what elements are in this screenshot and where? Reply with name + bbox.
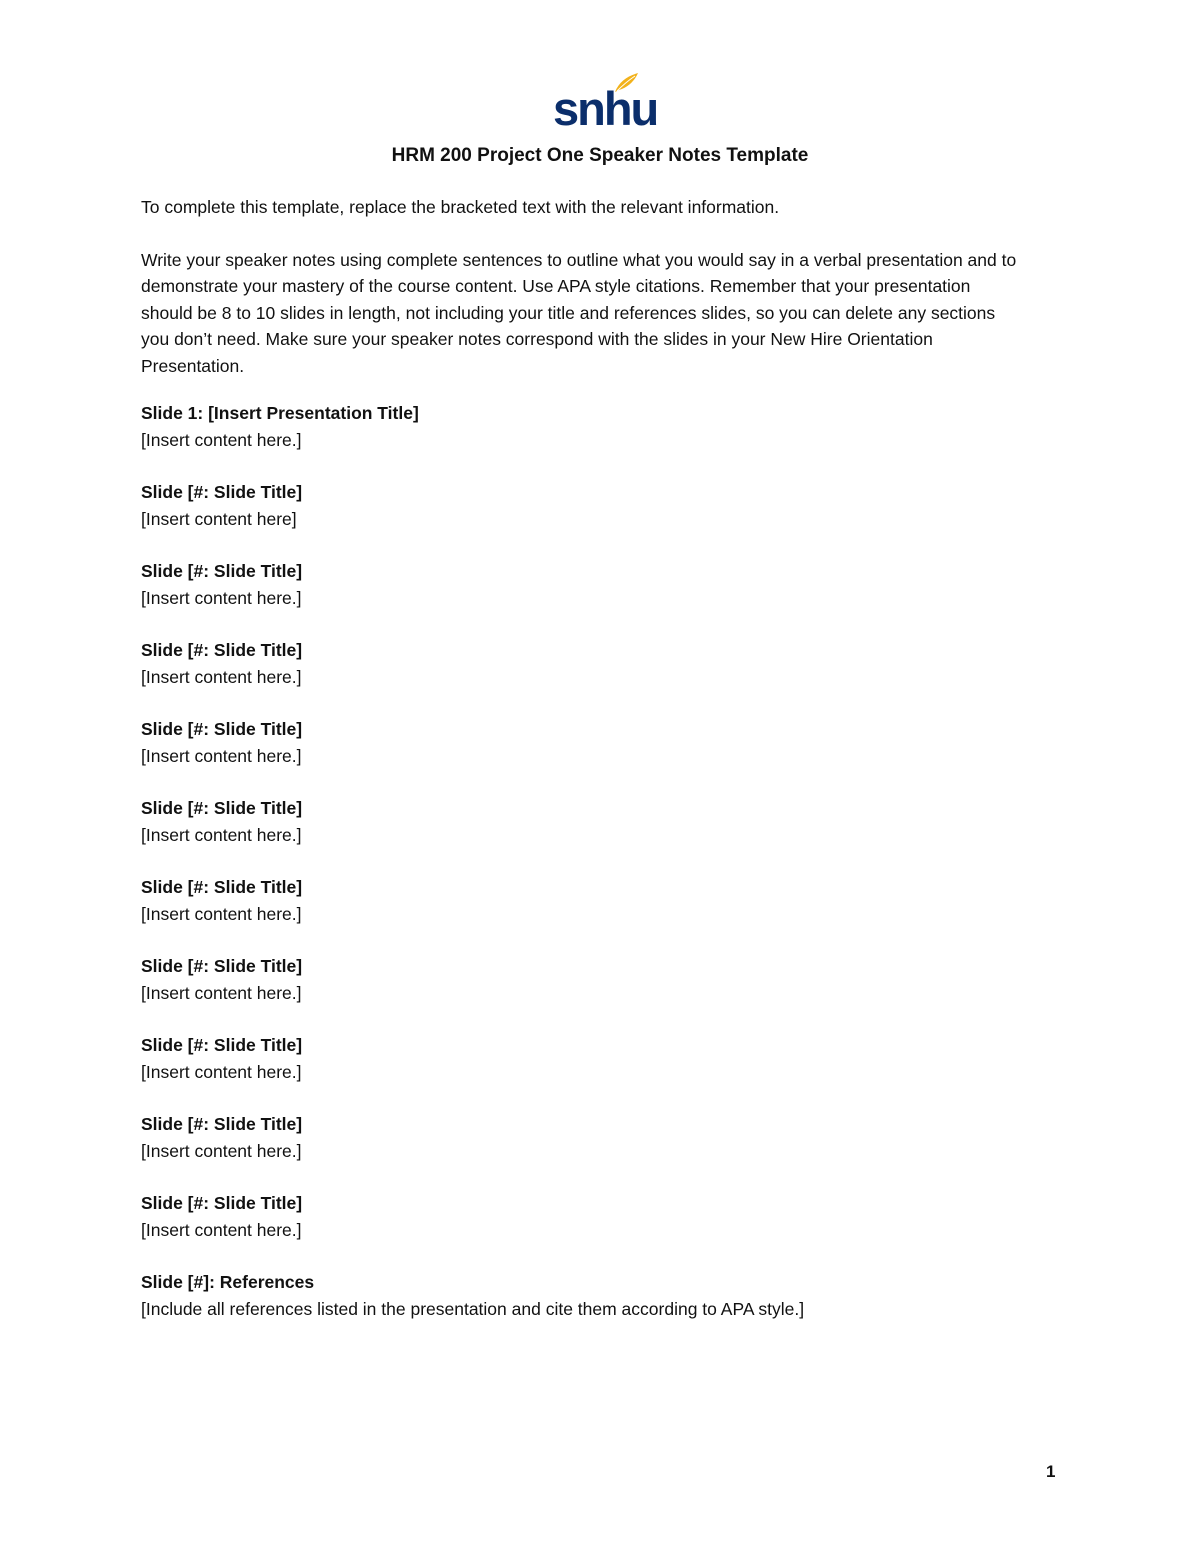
slide-content-placeholder: [Insert content here] bbox=[141, 508, 297, 529]
slide-content-placeholder: [Insert content here.] bbox=[141, 1140, 302, 1161]
slide-content-placeholder: [Insert content here.] bbox=[141, 745, 302, 766]
slide-section-9 bbox=[141, 1032, 1021, 1085]
intro-paragraph: To complete this template, replace the bracketed text with the relevant information. bbox=[141, 197, 780, 217]
slide-section-6 bbox=[141, 795, 1021, 848]
slide-section-1 bbox=[141, 400, 1021, 453]
slide-heading: Slide [#: Slide Title] bbox=[141, 640, 303, 660]
slide-section-8 bbox=[141, 953, 1021, 1006]
logo-text: snhu bbox=[553, 82, 658, 135]
slide-heading: Slide [#: Slide Title] bbox=[141, 1193, 303, 1213]
references-section bbox=[141, 1269, 1021, 1322]
slide-heading: Slide [#: Slide Title] bbox=[141, 956, 303, 976]
slide-content-placeholder: [Insert content here.] bbox=[141, 824, 302, 845]
references-placeholder: [Include all references listed in the presentation and cite them according to APA style.] bbox=[141, 1298, 805, 1319]
slide-heading: Slide [#: Slide Title] bbox=[141, 1035, 303, 1055]
slide-section-3 bbox=[141, 558, 1021, 611]
slide-content-placeholder: [Insert content here.] bbox=[141, 1219, 302, 1240]
slide-section-7 bbox=[141, 874, 1021, 927]
slide-heading: Slide [#: Slide Title] bbox=[141, 561, 303, 581]
slide-content-placeholder: [Insert content here.] bbox=[141, 1061, 302, 1082]
slide-heading: Slide [#: Slide Title] bbox=[141, 482, 303, 502]
slide-content-placeholder: [Insert content here.] bbox=[141, 666, 302, 687]
slide-content-placeholder: [Insert content here.] bbox=[141, 429, 302, 450]
document-body bbox=[141, 194, 1021, 1348]
slide-heading: Slide 1: [Insert Presentation Title] bbox=[141, 403, 419, 423]
slide-heading: Slide [#: Slide Title] bbox=[141, 798, 303, 818]
page-number: 1 bbox=[1046, 1462, 1056, 1481]
snhu-logo bbox=[553, 72, 658, 135]
slide-content-placeholder: [Insert content here.] bbox=[141, 903, 302, 924]
references-heading: Slide [#]: References bbox=[141, 1272, 315, 1292]
slide-heading: Slide [#: Slide Title] bbox=[141, 1114, 303, 1134]
slide-section-2 bbox=[141, 479, 1021, 532]
slide-content-placeholder: [Insert content here.] bbox=[141, 982, 302, 1003]
document-title: HRM 200 Project One Speaker Notes Template bbox=[391, 145, 809, 166]
slide-section-10 bbox=[141, 1111, 1021, 1164]
slide-heading: Slide [#: Slide Title] bbox=[141, 877, 303, 897]
slide-content-placeholder: [Insert content here.] bbox=[141, 587, 302, 608]
slide-section-5 bbox=[141, 716, 1021, 769]
slide-heading: Slide [#: Slide Title] bbox=[141, 719, 303, 739]
instructions-paragraph: Write your speaker notes using complete sentences to outline what you would say in a verbal presentation and to demonstrate your mastery of the course content. Use APA style citations. Remember that your presentation should be 8 to 10 slides in length, not including your title and references slides, so you can delete any sections you don’t need. Make sure your speaker notes correspond with the slides in your New Hire Orientation Presentation. bbox=[141, 249, 1017, 376]
slide-section-11 bbox=[141, 1190, 1021, 1243]
slide-section-4 bbox=[141, 637, 1021, 690]
